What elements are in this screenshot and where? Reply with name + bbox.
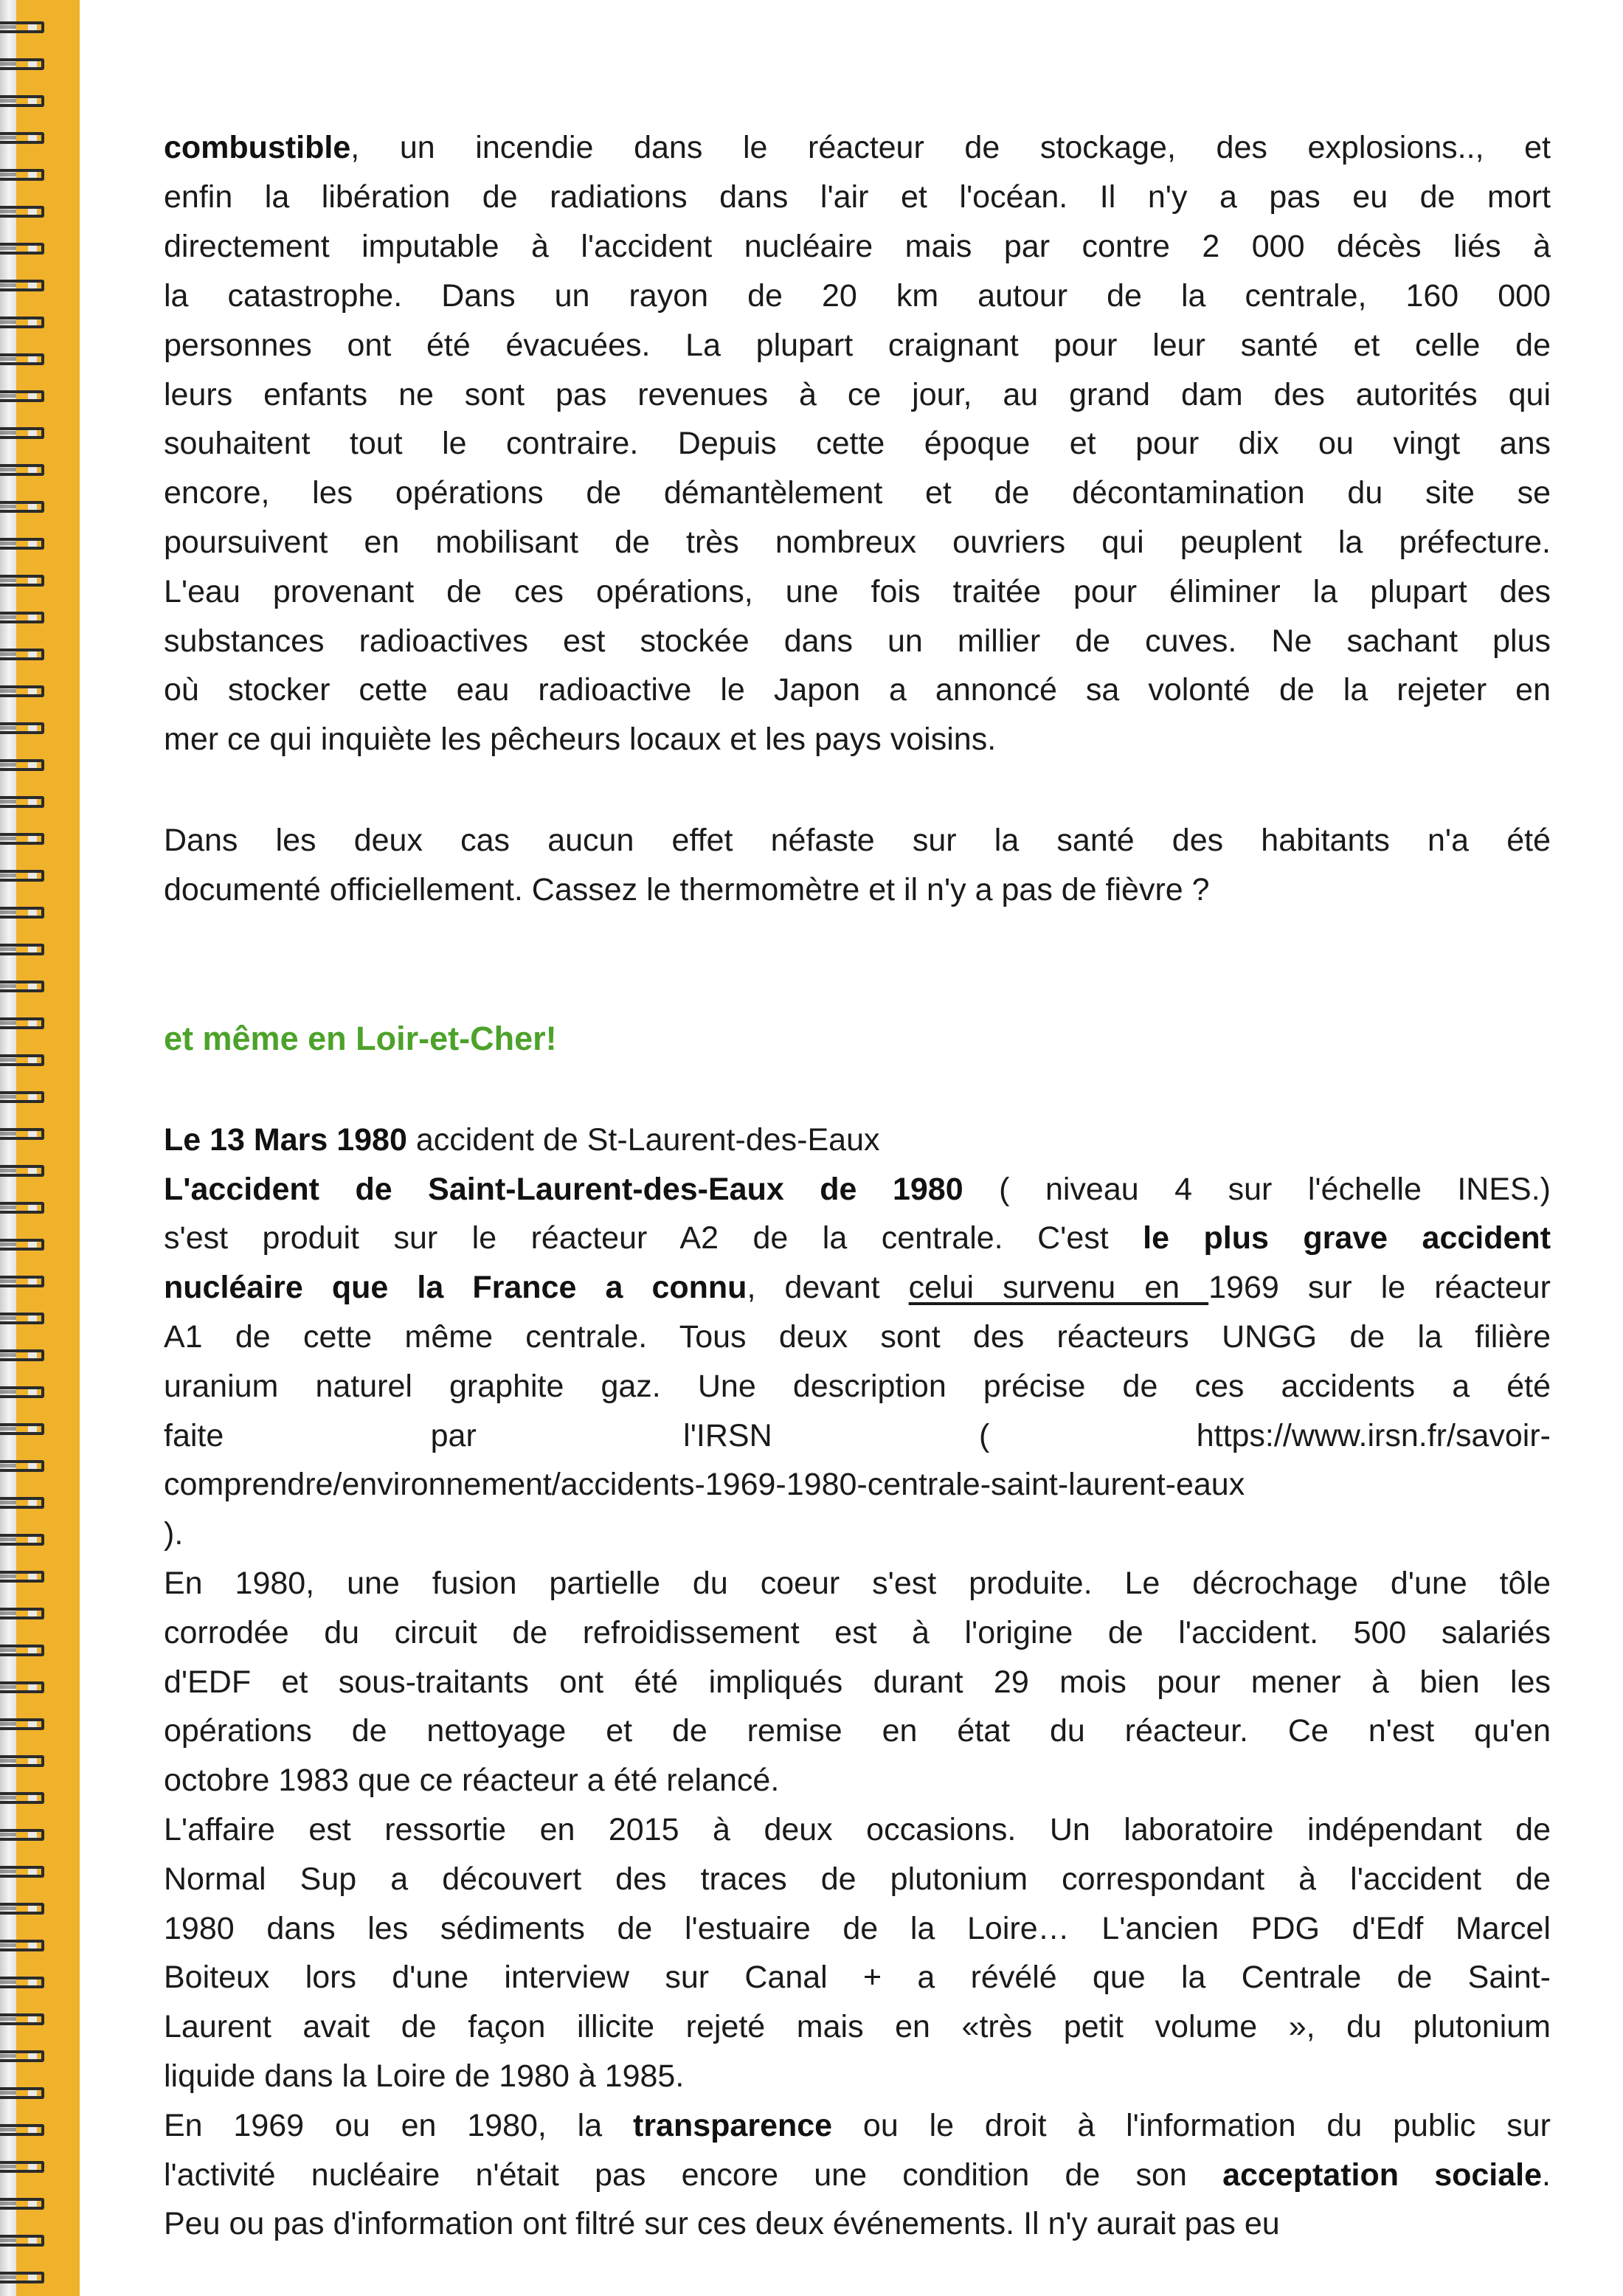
spiral-ring xyxy=(0,1126,44,1142)
text-run: ( xyxy=(979,1418,990,1453)
paragraph-line xyxy=(164,717,1551,761)
paragraph-line xyxy=(164,1216,1551,1260)
spiral-ring xyxy=(0,1384,44,1400)
text-run: souhaitent tout le contraire. Depuis cette époque et pour dix ou vingt ans xyxy=(164,426,1551,461)
text-run: s'est produit sur le réacteur A2 de la centrale. C'est xyxy=(164,1220,1143,1256)
text-run: personnes ont été évacuées. La plupart craignant pour leur santé et celle de xyxy=(164,328,1551,363)
spiral-ring xyxy=(0,2011,44,2027)
paragraph-line: uranium naturel graphite gaz. Une description précise de ces accidents a été xyxy=(164,1369,1551,1404)
spiral-ring xyxy=(0,2233,44,2249)
paragraph-line: 1980 dans les sédiments de l'estuaire de la Loire… L'ancien PDG d'Edf Marcel xyxy=(164,1911,1551,1946)
bold-text: acceptation sociale xyxy=(1222,2157,1543,2193)
paragraph-line xyxy=(164,471,1551,515)
spiral-ring xyxy=(0,1421,44,1437)
paragraph-line xyxy=(164,1118,1551,1162)
text-run: ( niveau 4 sur l'échelle INES.) xyxy=(963,1172,1551,1207)
paragraph-line: L'affaire est ressortie en 2015 à deux occasions. Un laboratoire indépendant de xyxy=(164,1812,1551,1847)
text-run: 1969 sur le réacteur xyxy=(1208,1270,1551,1305)
irsn-url-link[interactable]: https://www.irsn.fr/savoir- xyxy=(1196,1418,1551,1453)
spiral-ring xyxy=(0,130,44,146)
spiral-ring xyxy=(0,1237,44,1253)
spiral-ring xyxy=(0,1901,44,1917)
paragraph-line xyxy=(164,668,1551,712)
spiral-ring xyxy=(0,1827,44,1843)
paragraph-line: ). xyxy=(164,1516,184,1552)
spiral-ring xyxy=(0,351,44,367)
spiral-ring xyxy=(0,536,44,552)
spiral-ring xyxy=(0,1089,44,1105)
paragraph-line: opérations de nettoyage et de remise en état du réacteur. Ce n'est qu'en xyxy=(164,1713,1551,1749)
text-run: encore, les opérations de démantèlement et de décontamination du site se xyxy=(164,475,1551,511)
spiral-ring xyxy=(0,1642,44,1659)
text-run: mer ce qui inquiète les pêcheurs locaux et les pays voisins. xyxy=(164,722,997,757)
spiral-ring xyxy=(0,720,44,736)
paragraph-line xyxy=(164,2103,1551,2148)
spiral-ring xyxy=(0,425,44,441)
paragraph-line xyxy=(164,373,1551,417)
text-run: où stocker cette eau radioactive le Japon a annoncé sa volonté de la rejeter en xyxy=(164,672,1551,708)
text-run: L'eau provenant de ces opérations, une fois traitée pour éliminer la plupart des xyxy=(164,574,1551,609)
spiral-ring xyxy=(0,56,44,72)
spiral-ring xyxy=(0,2196,44,2212)
paragraph-line xyxy=(164,1265,1551,1310)
spiral-ring xyxy=(0,19,44,35)
paragraph-line xyxy=(164,175,1551,219)
text-run: la catastrophe. Dans un rayon de 20 km autour de la centrale, 160 000 xyxy=(164,278,1551,314)
paragraph-line xyxy=(164,2153,1551,2197)
spiral-ring xyxy=(0,1605,44,1622)
paragraph-line: A1 de cette même centrale. Tous deux sont des réacteurs UNGG de la filière xyxy=(164,1319,1551,1355)
paragraph-line: Normal Sup a découvert des traces de plutonium correspondant à l'accident de xyxy=(164,1861,1551,1897)
spiral-ring xyxy=(0,1052,44,1068)
spiral-ring xyxy=(0,1790,44,1806)
paragraph-line xyxy=(164,520,1551,564)
spiral-ring xyxy=(0,1310,44,1327)
text-run: En 1969 ou en 1980, la xyxy=(164,2108,633,2143)
paragraph-line: corrodée du circuit de refroidissement est à l'origine de l'accident. 500 salariés xyxy=(164,1615,1551,1650)
spiral-ring xyxy=(0,1163,44,1179)
paragraph-line: d'EDF et sous-traitants ont été impliqués durant 29 mois pour mener à bien les xyxy=(164,1664,1551,1700)
text-run: poursuivent en mobilisant de très nombreux ouvriers qui peuplent la préfecture. xyxy=(164,525,1551,560)
spiral-ring xyxy=(0,1753,44,1769)
spiral-ring xyxy=(0,941,44,958)
spiral-ring xyxy=(0,1864,44,1880)
text-run: , devant xyxy=(747,1270,909,1305)
spiral-ring xyxy=(0,499,44,515)
spiral-binding xyxy=(0,0,80,2296)
paragraph-line xyxy=(164,274,1551,318)
text-run: . xyxy=(1542,2157,1551,2193)
underlined-link-text[interactable]: celui survenu en xyxy=(908,1270,1209,1305)
spiral-ring xyxy=(0,2122,44,2138)
spiral-ring xyxy=(0,1532,44,1548)
spiral-ring xyxy=(0,757,44,773)
spiral-ring xyxy=(0,1716,44,1732)
paragraph-line xyxy=(164,619,1551,663)
bold-text: nucléaire que la France a connu xyxy=(164,1270,747,1305)
spiral-ring xyxy=(0,683,44,699)
paragraph-line: Peu ou pas d'information ont filtré sur ces deux événements. Il n'y aurait pas eu xyxy=(164,2206,1280,2241)
bold-date: Le 13 Mars 1980 xyxy=(164,1122,407,1158)
paragraph-line: Dans les deux cas aucun effet néfaste sur la santé des habitants n'a été xyxy=(164,823,1551,858)
spiral-ring xyxy=(0,1937,44,1954)
spiral-ring xyxy=(0,1974,44,1991)
paragraph-line xyxy=(164,570,1551,614)
section-heading: et même en Loir-et-Cher! xyxy=(164,1020,557,1057)
spiral-ring xyxy=(0,1273,44,1290)
spiral-ring xyxy=(0,868,44,884)
text-run: accident de St-Laurent-des-Eaux xyxy=(406,1122,880,1158)
spiral-ring xyxy=(0,1679,44,1695)
paragraph-line xyxy=(164,224,1551,269)
bold-text: le plus grave accident xyxy=(1143,1220,1551,1256)
paragraph-line: Boiteux lors d'une interview sur Canal + a révélé que la Centrale de Saint- xyxy=(164,1960,1551,1995)
bold-text: L'accident de Saint-Laurent-des-Eaux de 1980 xyxy=(164,1172,963,1207)
paragraph-line xyxy=(164,125,1551,170)
text-run: faite xyxy=(164,1418,224,1453)
spiral-ring xyxy=(0,609,44,626)
spiral-ring xyxy=(0,1200,44,1216)
spiral-ring xyxy=(0,388,44,404)
paragraph-line: Laurent avait de façon illicite rejeté mais en «très petit volume », du plutonium xyxy=(164,2009,1551,2044)
irsn-url-link-continued[interactable]: comprendre/environnement/accidents-1969-1980-centrale-saint-laurent-eaux xyxy=(164,1467,1245,1502)
spiral-ring xyxy=(0,2085,44,2101)
paragraph-line xyxy=(164,1167,1551,1211)
paragraph-line xyxy=(164,323,1551,367)
text-run: enfin la libération de radiations dans l'air et l'océan. Il n'y a pas eu de mort xyxy=(164,179,1551,215)
spiral-ring xyxy=(0,1458,44,1474)
spiral-ring xyxy=(0,2159,44,2175)
spiral-ring xyxy=(0,646,44,663)
text-run: l'activité nucléaire n'était pas encore une condition de son xyxy=(164,2157,1223,2193)
spiral-ring xyxy=(0,831,44,847)
spiral-ring xyxy=(0,204,44,220)
paragraph-line: En 1980, une fusion partielle du coeur s'est produite. Le décrochage d'une tôle xyxy=(164,1566,1551,1601)
paragraph-line xyxy=(164,421,1551,466)
text-run: ou le droit à l'information du public sur xyxy=(832,2108,1551,2143)
spiral-ring xyxy=(0,462,44,478)
spiral-ring xyxy=(0,978,44,995)
spiral-ring xyxy=(0,1347,44,1363)
spiral-ring xyxy=(0,2048,44,2064)
spiral-ring xyxy=(0,93,44,109)
spiral-ring xyxy=(0,1495,44,1511)
spiral-ring xyxy=(0,1015,44,1031)
bold-text: combustible xyxy=(164,130,351,165)
text-run: , un incendie dans le réacteur de stockage, des explosions.., et xyxy=(350,130,1551,165)
spiral-ring xyxy=(0,277,44,294)
spiral-ring xyxy=(0,794,44,810)
text-run: par xyxy=(430,1418,477,1453)
spiral-ring xyxy=(0,2269,44,2286)
spiral-ring xyxy=(0,167,44,183)
spiral-ring xyxy=(0,314,44,331)
text-run: l'IRSN xyxy=(683,1418,772,1453)
text-run: substances radioactives est stockée dans un millier de cuves. Ne sachant plus xyxy=(164,623,1551,659)
spiral-ring xyxy=(0,1569,44,1585)
text-run: directement imputable à l'accident nucléaire mais par contre 2 000 décès liés à xyxy=(164,229,1551,264)
spiral-ring xyxy=(0,905,44,921)
spiral-ring xyxy=(0,573,44,589)
paragraph-line xyxy=(164,1414,1551,1458)
text-run: leurs enfants ne sont pas revenues à ce jour, au grand dam des autorités qui xyxy=(164,377,1551,412)
paragraph-line: octobre 1983 que ce réacteur a été relancé. xyxy=(164,1763,780,1798)
paragraph-line: liquide dans la Loire de 1980 à 1985. xyxy=(164,2058,685,2094)
spiral-ring xyxy=(0,241,44,257)
bold-text: transparence xyxy=(633,2108,833,2143)
paragraph-line: documenté officiellement. Cassez le thermomètre et il n'y a pas de fièvre ? xyxy=(164,872,1210,907)
